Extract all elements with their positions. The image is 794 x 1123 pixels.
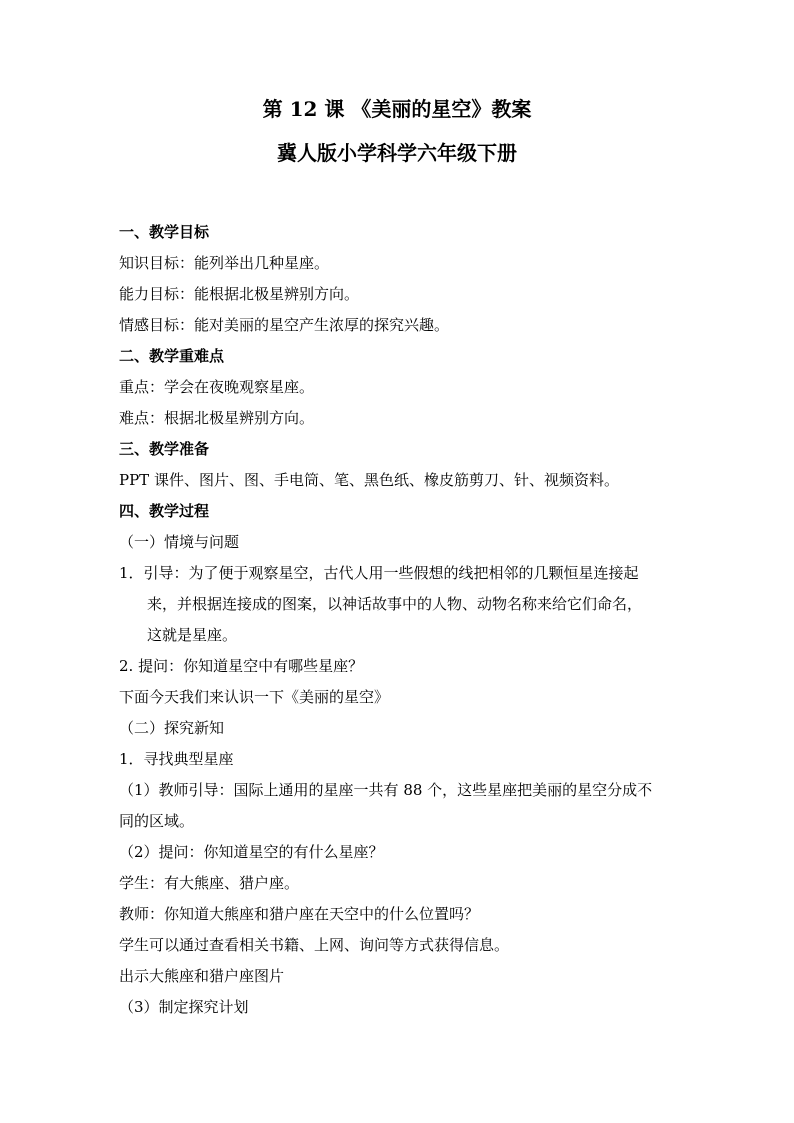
section-heading-process: 四、教学过程 — [119, 502, 210, 520]
plan-line: （3）制定探究计划 — [119, 998, 249, 1016]
subsection-explore: （二）探究新知 — [119, 719, 225, 737]
knowledge-objective: 知识目标：能列举出几种星座。 — [119, 254, 330, 272]
section-heading-preparation: 三、教学准备 — [119, 440, 210, 458]
teacher-guide-line-2: 同的区域。 — [119, 812, 195, 830]
guide-paragraph-line-2: 来，并根据连接成的图案，以神话故事中的人物、动物名称来给它们命名， — [147, 595, 643, 613]
ability-objective: 能力目标：能根据北极星辨别方向。 — [119, 285, 360, 303]
section-heading-key-points: 二、教学重难点 — [119, 347, 225, 365]
preparation-materials: PPT 课件、图片、图、手电筒、笔、黑色纸、橡皮筋剪刀、针、视频资料。 — [119, 471, 619, 489]
guide-paragraph-line-1: 1．引导：为了便于观察星空，古代人用一些假想的线把相邻的几颗恒星连接起 — [119, 564, 639, 582]
question-line: 2. 提问：你知道星空中有哪些星座？ — [119, 657, 364, 675]
section-heading-objectives: 一、教学目标 — [119, 223, 210, 241]
question-2-line: （2）提问：你知道星空的有什么星座？ — [119, 843, 384, 861]
difficult-point: 难点：根据北极星辨别方向。 — [119, 409, 315, 427]
subsection-situation: （一）情境与问题 — [119, 533, 240, 551]
introduction-line: 下面今天我们来认识一下《美丽的星空》 — [119, 688, 390, 706]
teacher-question-line: 教师：你知道大熊座和猎户座在天空中的什么位置吗？ — [119, 905, 480, 923]
guide-paragraph-line-3: 这就是星座。 — [147, 626, 238, 644]
document-title: 第 12 课 《美丽的星空》教案 — [262, 97, 532, 121]
emotion-objective: 情感目标：能对美丽的星空产生浓厚的探究兴趣。 — [119, 316, 450, 334]
student-answer-line: 学生：有大熊座、猎户座。 — [119, 874, 300, 892]
document-subtitle: 冀人版小学科学六年级下册 — [277, 141, 517, 165]
student-method-line: 学生可以通过查看相关书籍、上网、询问等方式获得信息。 — [119, 936, 510, 954]
key-point: 重点：学会在夜晚观察星座。 — [119, 378, 315, 396]
teacher-guide-line-1: （1）教师引导：国际上通用的星座一共有 88 个，这些星座把美丽的星空分成不 — [119, 781, 653, 799]
explore-item-1: 1．寻找典型星座 — [119, 750, 234, 768]
show-pictures-line: 出示大熊座和猎户座图片 — [119, 967, 285, 985]
